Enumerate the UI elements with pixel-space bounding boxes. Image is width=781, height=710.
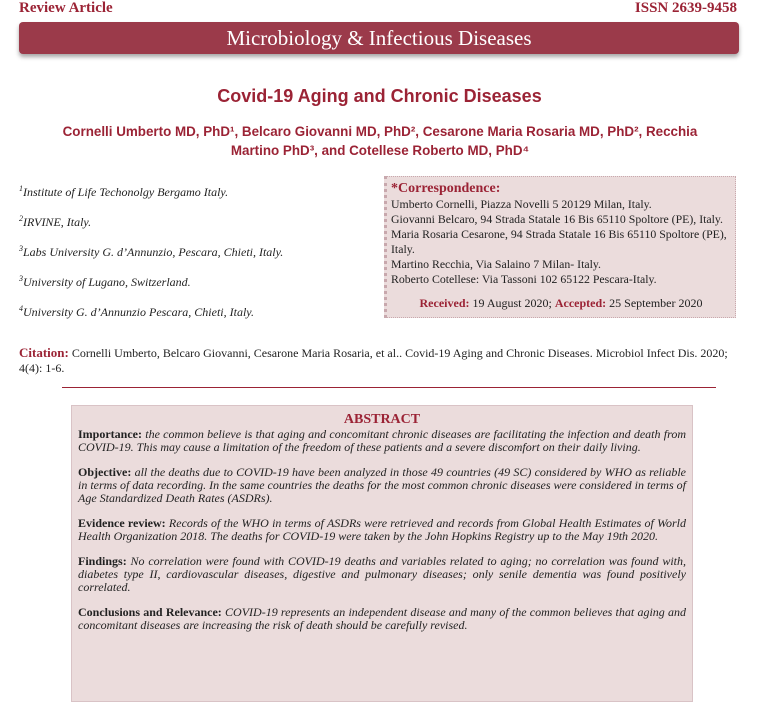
- author-line-1: Cornelli Umberto MD, PhD¹, Belcaro Giovanni MD, PhD², Cesarone Maria Rosaria MD, PhD², Recchia: [62, 124, 698, 139]
- correspondence-line: Umberto Cornelli, Piazza Novelli 5 20129 Milan, Italy.: [391, 197, 652, 211]
- citation-text: Cornelli Umberto, Belcaro Giovanni, Cesarone Maria Rosaria, et al.. Covid-19 Aging and Chronic Diseases. Microbiol Infect Dis. 2020; 4(4): 1-6.: [19, 346, 728, 375]
- abstract-heading: ABSTRACT: [343, 412, 421, 427]
- journal-banner: [19, 22, 739, 54]
- affiliation-item: $^2$IRVINE, Italy.: [19, 214, 92, 229]
- accepted-date: 25 September 2020: [609, 296, 703, 310]
- correspondence-heading: *Correspondence:: [391, 181, 501, 196]
- author-list: [20, 122, 740, 160]
- correspondence-line: Giovanni Belcaro, 94 Strada Statale 16 Bis 65110 Spoltore (PE), Italy.: [391, 212, 724, 226]
- publication-dates: [387, 296, 735, 311]
- affiliation-item: $^4$University G. d’Annunzio Pescara, Chieti, Italy.: [19, 304, 254, 319]
- abstract-objective: Objective: all the deaths due to COVID-19 have been analyzed in those 49 countries (49 SC) considered by WHO as reliable in terms of data recording. In the same countries the deaths for the most common chronic diseases were considered in terms of Age Standardized Death Rates (ASDRs).: [78, 465, 687, 505]
- abstract-importance: Importance: the common believe is that aging and concomitant chronic diseases are facilitating the infection and death from COVID-19. This may cause a limitation of the freedom of these patients and a severe discomfort on their daily living.: [78, 427, 686, 454]
- correspondence-box: [384, 176, 736, 318]
- citation: [19, 345, 744, 376]
- correspondence-line: Martino Recchia, Via Salaino 7 Milan- Italy.: [391, 257, 601, 271]
- author-line-2: Martino PhD³, and Cotellese Roberto MD, PhD⁴: [230, 143, 530, 158]
- section-divider: [62, 387, 716, 388]
- issn: ISSN 2639-9458: [634, 0, 737, 16]
- affiliations: [19, 181, 369, 331]
- affiliation-item: $^3$Labs University G. d’Annunzio, Pescara, Chieti, Italy.: [19, 244, 284, 259]
- abstract-evidence-review: Evidence review: Records of the WHO in terms of ASDRs were retrieved and records from Global Health Estimates of World Health Organization 2018. The deaths for COVID-19 were taken by the John Hopkins Registry up to the May 19th 2020.: [78, 516, 687, 543]
- correspondence-line: Roberto Cotellese: Via Tassoni 102 65122 Pescara-Italy.: [391, 272, 657, 286]
- abstract-findings: Findings: No correlation were found with COVID-19 deaths and variables related to aging; no correlation was found with, diabetes type II, cardiovascular diseases, digestive and pulmonary diseases; only senile dementia was found positively correlated.: [78, 554, 686, 594]
- abstract-box: [71, 405, 693, 702]
- citation-label: Citation:: [19, 345, 69, 360]
- received-label: Received:: [419, 296, 470, 310]
- abstract-conclusions: Conclusions and Relevance: COVID-19 represents an independent disease and many of the common believes that aging and concomitant diseases are increasing the risk of death should be carefully revised.: [78, 605, 686, 632]
- article-type: Review Article: [19, 0, 113, 16]
- journal-title: Microbiology & Infectious Diseases: [226, 26, 532, 50]
- affiliation-item: $^3$University of Lugano, Switzerland.: [19, 274, 191, 289]
- accepted-label: Accepted:: [554, 296, 607, 310]
- correspondence-line: Maria Rosaria Cesarone, 94 Strada Statale 16 Bis 65110 Spoltore (PE), Italy.: [391, 227, 727, 256]
- affiliation-item: $^1$Institute of Life Techonolgy Bergamo Italy.: [19, 184, 229, 199]
- received-date: 19 August 2020;: [472, 296, 552, 310]
- paper-title: Covid-19 Aging and Chronic Diseases: [217, 86, 542, 106]
